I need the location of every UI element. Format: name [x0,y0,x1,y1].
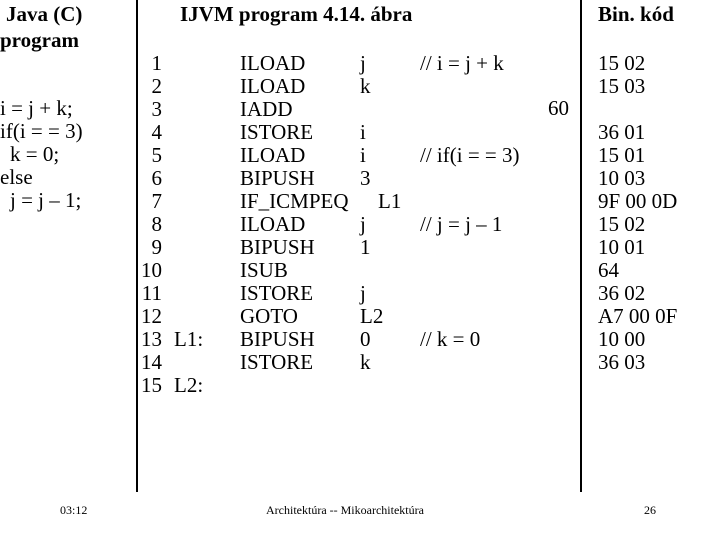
binary-code: 15 03 [598,74,646,98]
binary-code: 36 01 [598,120,646,144]
line-number: 11 [141,281,162,305]
operand [360,374,401,397]
footer-page-number: 26 [644,503,656,517]
comment [420,259,520,282]
comment [420,351,520,374]
label-column [174,52,203,397]
instruction: ISUB [240,258,288,282]
operand: i [360,120,366,144]
operand: 3 [360,166,371,190]
comment-column [420,52,520,397]
line-number: 15 [141,373,162,397]
comment [420,374,520,397]
java-code-line-1: i = j + k; [0,96,73,120]
java-header-line1: Java (C) [6,2,83,26]
line-number: 10 [141,258,162,282]
binary-code: 10 03 [598,166,646,190]
java-code-line-2: if(i = = 3) [0,119,83,143]
comment [420,167,520,190]
binary-code: 9F 00 0D [598,189,678,213]
binary-code: A7 00 0F [598,304,678,328]
line-number: 9 [151,235,162,259]
instruction: BIPUSH [240,235,315,259]
line-number-column [138,52,162,397]
right-divider [580,0,582,492]
operand: L2 [360,304,384,328]
comment [420,282,520,305]
footer-time: 03:12 [60,503,88,517]
comment [420,305,520,328]
instruction: ISTORE [240,281,314,305]
line-number: 7 [151,189,162,213]
java-code-line-5: j = j – 1; [10,188,82,212]
instruction: ILOAD [240,143,306,167]
line-number: 14 [141,350,162,374]
operand: 0 [360,327,371,351]
comment: // i = j + k [420,51,504,75]
operand: L1 [378,189,402,213]
instruction: IF_ICMPEQ [240,189,349,213]
comment [420,98,520,121]
line-number: 8 [151,212,162,236]
line-number: 6 [151,166,162,190]
operand: 1 [360,235,371,259]
footer-title: Architektúra -- Mikoarchitektúra [266,503,424,517]
line-number: 1 [151,51,162,75]
instruction: BIPUSH [240,166,315,190]
code-label: L2: [174,373,204,397]
line-number: 4 [151,120,162,144]
code-label [174,213,203,236]
java-code-line-3: k = 0; [10,142,60,166]
binary-code: 64 [598,258,619,282]
comment: // j = j – 1 [420,212,503,236]
instruction: ILOAD [240,74,306,98]
operand: k [360,350,371,374]
binary-code: 15 01 [598,143,646,167]
line-number: 13 [141,327,162,351]
operand [360,259,401,282]
instruction: BIPUSH [240,327,315,351]
instruction: ILOAD [240,212,306,236]
code-label [174,351,203,374]
code-label [174,52,203,75]
binary-code: 10 00 [598,327,646,351]
binary-code [598,98,677,121]
ijvm-header: IJVM program 4.14. ábra [180,2,413,26]
instruction [240,374,349,397]
instruction: ISTORE [240,350,314,374]
comment [420,190,520,213]
operand: k [360,74,371,98]
operand: i [360,143,366,167]
instruction: GOTO [240,304,298,328]
operand [360,98,401,121]
code-label [174,75,203,98]
java-code-line-4: else [0,165,33,189]
binary-code: 36 02 [598,281,646,305]
binary-code: 15 02 [598,212,646,236]
code-label [174,167,203,190]
code-label: L1: [174,327,204,351]
code-label [174,144,203,167]
operand: j [360,212,366,236]
code-label [174,121,203,144]
instruction: ILOAD [240,51,306,75]
code-label [174,98,203,121]
instruction-column [240,52,349,397]
comment [420,75,520,98]
binary-code-column [598,52,677,374]
comment: // k = 0 [420,327,481,351]
instruction: ISTORE [240,120,314,144]
line-number: 3 [151,97,162,121]
comment: // if(i = = 3) [420,143,520,167]
binary-code: 15 02 [598,51,646,75]
binary-code: 36 03 [598,350,646,374]
instruction: IADD [240,97,293,121]
binary-code: 10 01 [598,235,646,259]
line-number: 12 [141,304,162,328]
line-number: 2 [151,74,162,98]
java-header-line2: program [0,28,79,52]
comment [420,236,520,259]
operand: j [360,51,366,75]
bin-header: Bin. kód [598,2,674,26]
code-label [174,236,203,259]
operand-column [360,52,401,397]
stray-number: 60 [548,96,569,120]
line-number: 5 [151,143,162,167]
code-label [174,282,203,305]
operand: j [360,281,366,305]
code-label [174,190,203,213]
code-label [174,259,203,282]
comment [420,121,520,144]
code-label [174,305,203,328]
